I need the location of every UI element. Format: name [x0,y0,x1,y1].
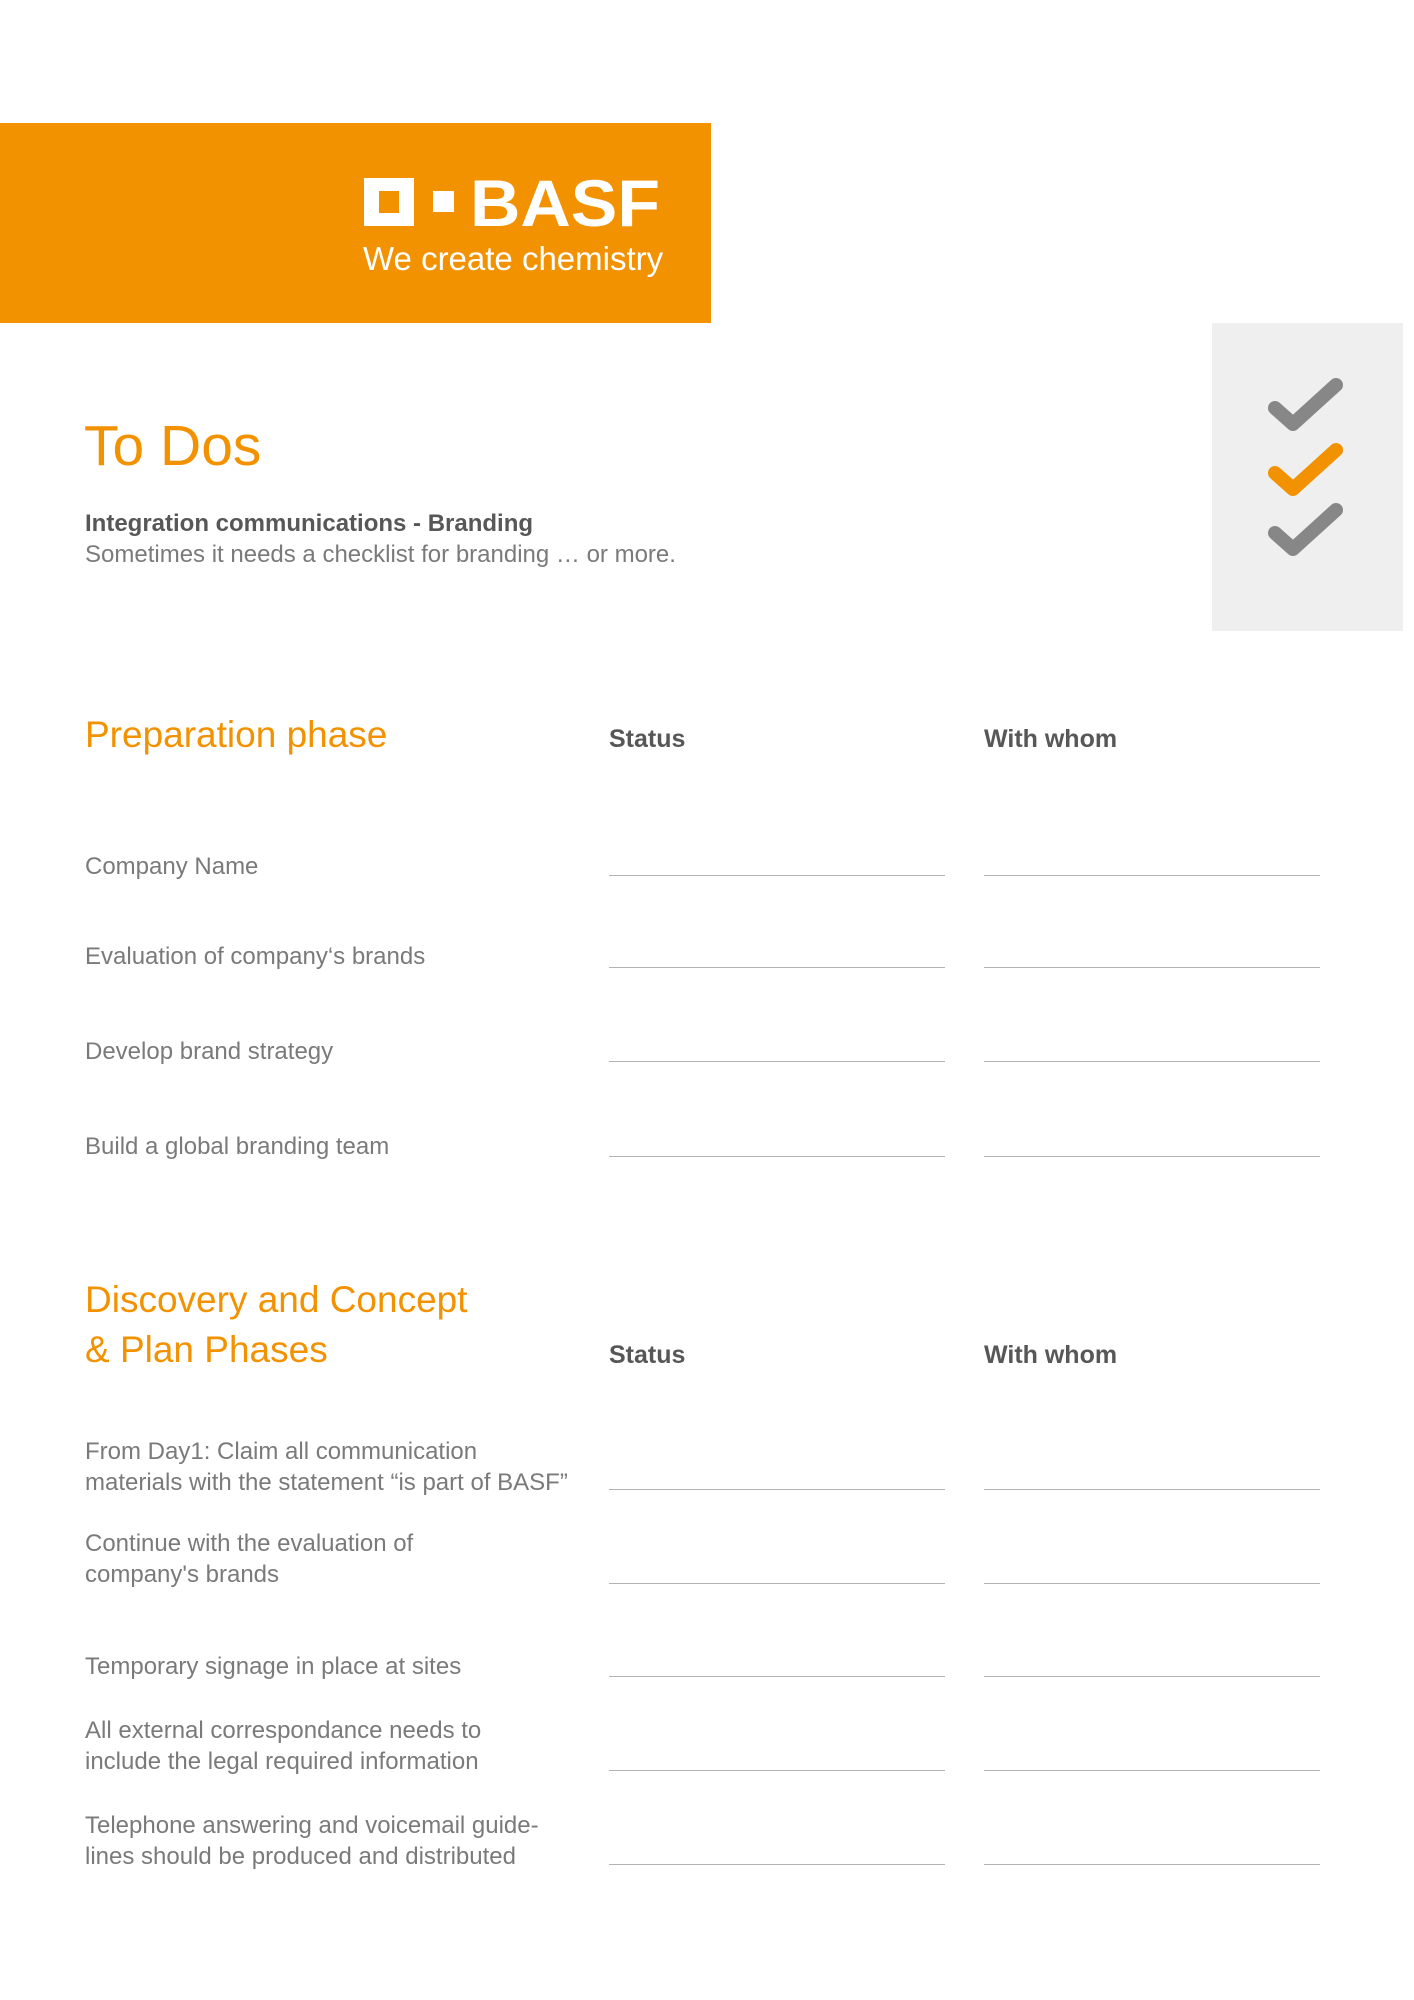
with-whom-field[interactable] [984,1583,1320,1584]
with-whom-field[interactable] [984,1864,1320,1865]
status-field[interactable] [609,1770,945,1771]
basf-logo-mark [362,171,662,233]
with-whom-field[interactable] [984,1061,1320,1062]
with-whom-field[interactable] [984,1770,1320,1771]
brand-header [0,123,711,323]
section-title-line: Discovery and Concept [85,1279,468,1320]
with-whom-field[interactable] [984,1489,1320,1490]
section-title-line: & Plan Phases [85,1329,328,1370]
basf-logo [362,171,662,281]
page-intro: Sometimes it needs a checklist for branding … or more. [85,541,676,568]
checklist-item-label: Continue with the evaluation of company's brands [85,1530,414,1588]
checklist-item-label: Telephone answering and voicemail guide- lines should be produced and distributed [85,1812,539,1870]
page-subtitle: Integration communications - Branding [85,510,534,537]
status-field[interactable] [609,1583,945,1584]
section-title [85,710,387,760]
checklist-item-label: Evaluation of company‘s brands [85,943,426,970]
brand-tagline: We create chemistry [363,240,664,277]
checklist-item-label: Temporary signage in place at sites [85,1653,462,1680]
checklist-item-label: Company Name [85,853,259,880]
status-field[interactable] [609,1489,945,1490]
checklist-item-label: From Day1: Claim all communication materials with the statement “is part of BASF” [85,1438,568,1496]
with-whom-field[interactable] [984,875,1320,876]
checklist-item-label: Develop brand strategy [85,1038,334,1065]
with-whom-column-header: With whom [984,725,1118,753]
status-column-header: Status [609,1341,686,1369]
svg-text:BASF: BASF [470,171,660,233]
with-whom-column-header: With whom [984,1341,1118,1369]
status-field[interactable] [609,1676,945,1677]
check-icon [1266,500,1346,560]
checklist-item-label: Build a global branding team [85,1133,390,1160]
status-field[interactable] [609,967,945,968]
checklist-illustration [1212,323,1403,631]
check-icon [1266,440,1346,500]
section-title-line: Preparation phase [85,714,388,755]
section-title [85,1275,468,1375]
status-field[interactable] [609,1061,945,1062]
with-whom-field[interactable] [984,1676,1320,1677]
status-field[interactable] [609,1156,945,1157]
status-field[interactable] [609,875,945,876]
checklist-item-label: All external correspondance needs to include the legal required information [85,1717,482,1775]
status-field[interactable] [609,1864,945,1865]
with-whom-field[interactable] [984,1156,1320,1157]
check-icon [1266,375,1346,435]
with-whom-field[interactable] [984,967,1320,968]
status-column-header: Status [609,725,686,753]
page-title: To Dos [84,414,262,478]
